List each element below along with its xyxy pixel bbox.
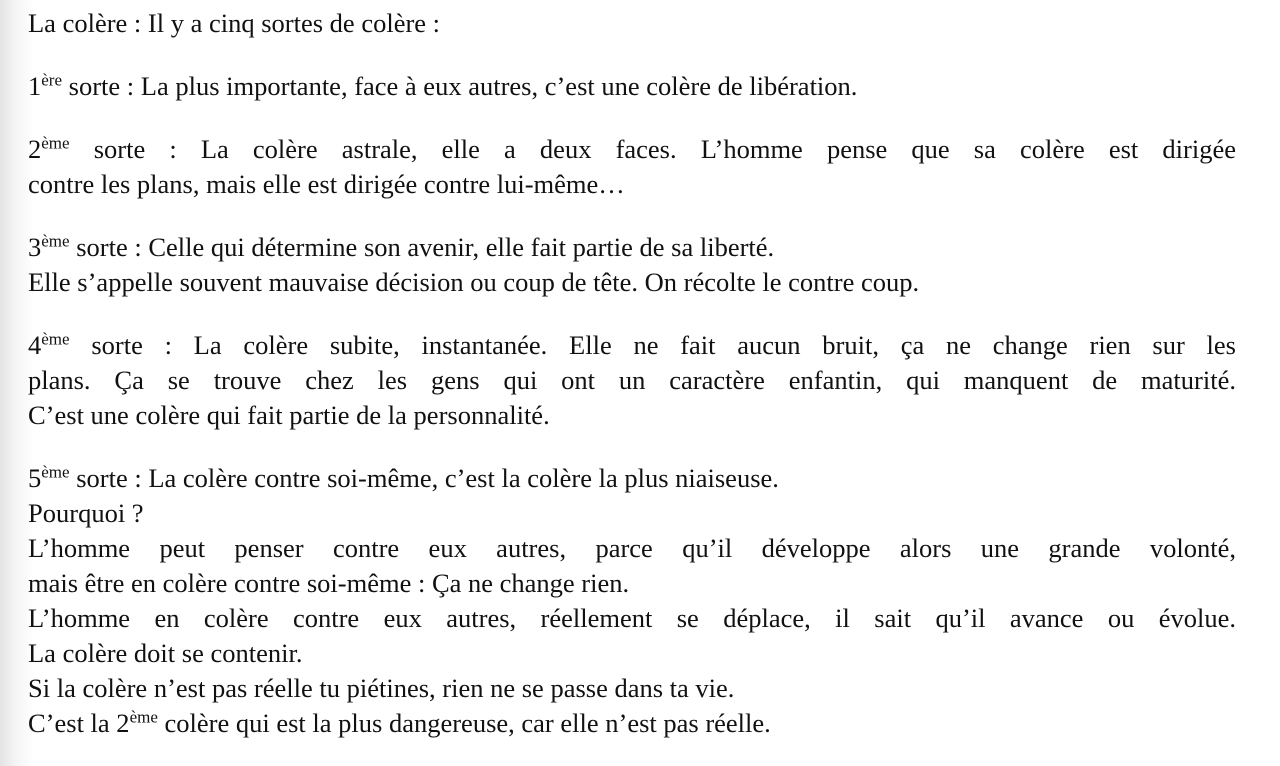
paragraph-line: Si la colère n’est pas réelle tu piétines, rien ne se passe dans ta vie. [28,673,735,703]
paragraph-line [28,706,1236,741]
line-text: C’est la 2 [28,708,130,738]
paragraph-1 [28,69,1236,104]
paragraph-line [28,132,1236,167]
ordinal-suffix: ème [129,707,158,727]
paragraph-line: contre les plans, mais elle est dirigée contre lui-même… [28,169,625,199]
paragraph-line [28,328,1236,363]
ordinal-number: 1 [28,71,42,101]
ordinal-number: 5 [28,463,42,493]
paragraph-3 [28,230,1236,300]
paragraph-line: Pourquoi ? [28,498,144,528]
paragraph-line: C’est une colère qui fait partie de la personnalité. [28,400,550,430]
ordinal-number: 4 [28,330,42,360]
line-text: colère qui est la plus dangereuse, car elle n’est pas réelle. [157,708,771,738]
paragraph-text: sorte : La plus importante, face à eux autres, c’est une colère de libération. [62,71,858,101]
paragraph-line: L’homme peut penser contre eux autres, parce qu’il développe alors une grande volonté, [28,533,1236,563]
paragraph-text: sorte : La colère astrale, elle a deux faces. L’homme pense que sa colère est dirigée [69,134,1236,164]
paragraph-line [28,230,1236,265]
paragraph-text: sorte : La colère subite, instantanée. Elle ne fait aucun bruit, ça ne change rien sur les [69,330,1236,360]
paragraph-5 [28,461,1236,741]
paragraph-4 [28,328,1236,433]
paragraph-line: Elle s’appelle souvent mauvaise décision ou coup de tête. On récolte le contre coup. [28,267,920,297]
paragraph-line: La colère doit se contenir. [28,638,303,668]
intro-line [28,6,1236,41]
paragraph-line: L’homme en colère contre eux autres, réellement se déplace, il sait qu’il avance ou évolue. [28,603,1236,633]
ordinal-suffix: ème [41,462,70,482]
paragraph-text: sorte : La colère contre soi-même, c’est la colère la plus niaiseuse. [69,463,779,493]
paragraph-line: mais être en colère contre soi-même : Ça ne change rien. [28,568,630,598]
paragraph-line: plans. Ça se trouve chez les gens qui ont un caractère enfantin, qui manquent de maturité. [28,365,1236,395]
ordinal-suffix: ème [41,329,70,349]
paragraph-line [28,461,1236,496]
paragraph-text: sorte : Celle qui détermine son avenir, elle fait partie de sa liberté. [69,232,775,262]
paragraph-line [28,69,1236,104]
paragraph-2 [28,132,1236,202]
ordinal-number: 3 [28,232,42,262]
intro-text: La colère : Il y a cinq sortes de colère : [28,8,441,38]
document-page [28,6,1236,741]
ordinal-suffix: ère [41,70,63,90]
ordinal-suffix: ème [41,133,70,153]
ordinal-suffix: ème [41,231,70,251]
ordinal-number: 2 [28,134,42,164]
